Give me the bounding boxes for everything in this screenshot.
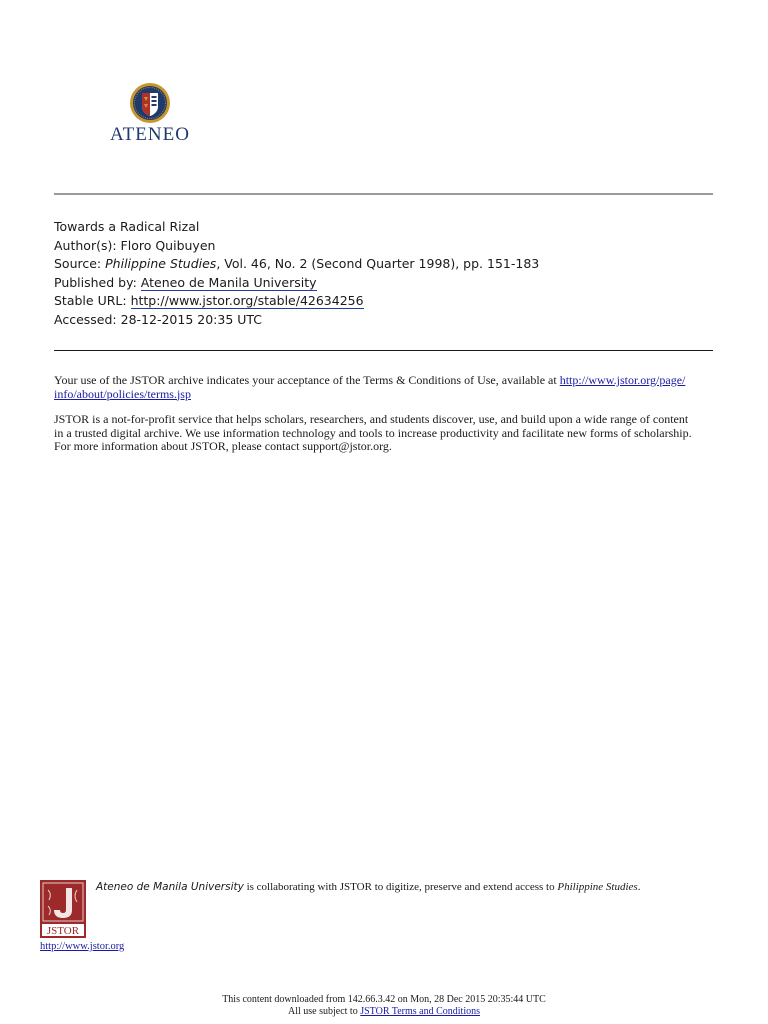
jstor-description-line-2: in a trusted digital archive. We use information technology and tools to increase productivity and facilitate new forms of scholarship. [54,425,692,440]
jstor-description-line-1: JSTOR is a not-for-profit service that helps scholars, researchers, and students discover, use, and build upon a wide range of content [54,412,689,426]
middle-divider [54,350,713,351]
terms-text: Your use of the JSTOR archive indicates your acceptance of the Terms & Conditions of Use, available at [54,373,560,387]
collab-end: . [637,881,641,893]
terms-link-part-2[interactable]: info/about/policies/terms.jsp [54,386,191,401]
ateneo-seal-icon [129,82,171,124]
terms-notice [54,374,719,466]
authors-label: Author(s): [54,237,117,253]
terms-paragraph-1 [54,374,719,401]
jstor-logo[interactable] [40,880,86,938]
footer-terms-link[interactable]: JSTOR Terms and Conditions [360,1006,480,1017]
article-title: Towards a Radical Rizal [54,219,200,234]
source-journal: Philippine Studies [105,256,217,271]
download-footer [0,994,768,1018]
collab-publisher: Ateneo de Manila University [96,881,244,893]
article-metadata [54,218,734,329]
jstor-logo-text: JSTOR [46,925,80,937]
publisher-label: Published by: [54,274,137,290]
collaboration-notice [96,880,716,894]
authors-line [54,237,734,256]
footer-terms-line [0,1006,768,1018]
publisher-line [54,274,734,293]
ateneo-wordmark: ATENEO [110,124,190,145]
collab-middle: is collaborating with JSTOR to digitize, preserve and extend access to [243,881,558,893]
terms-link-part-1[interactable]: http://www.jstor.org/page/ [559,373,686,387]
source-label: Source: [54,256,102,271]
publisher-link[interactable]: Ateneo de Manila University [140,274,317,290]
jstor-logo-icon [40,880,86,938]
ateneo-logo [100,82,200,146]
footer-terms-prefix: All use subject to [288,1006,361,1017]
jstor-url-link[interactable]: http://www.jstor.org [40,941,125,952]
stable-url-line [54,292,734,311]
authors-value: Floro Quibuyen [120,237,216,253]
jstor-description-line-3: For more information about JSTOR, please contact support@jstor.org. [54,439,392,453]
stable-url-link[interactable]: http://www.jstor.org/stable/42634256 [130,293,364,308]
footer-download-line: This content downloaded from 142.66.3.42 on Mon, 28 Dec 2015 20:35:44 UTC [222,994,546,1005]
accessed-line [54,311,734,330]
accessed-value: 28-12-2015 20:35 UTC [120,311,263,327]
stable-url-label: Stable URL: [54,293,127,308]
collab-journal: Philippine Studies [557,881,638,893]
jstor-description [54,413,719,454]
source-line [54,255,734,274]
source-details: , Vol. 46, No. 2 (Second Quarter 1998), pp. 151-183 [216,256,540,271]
accessed-label: Accessed: [54,311,117,327]
top-divider [54,193,713,195]
